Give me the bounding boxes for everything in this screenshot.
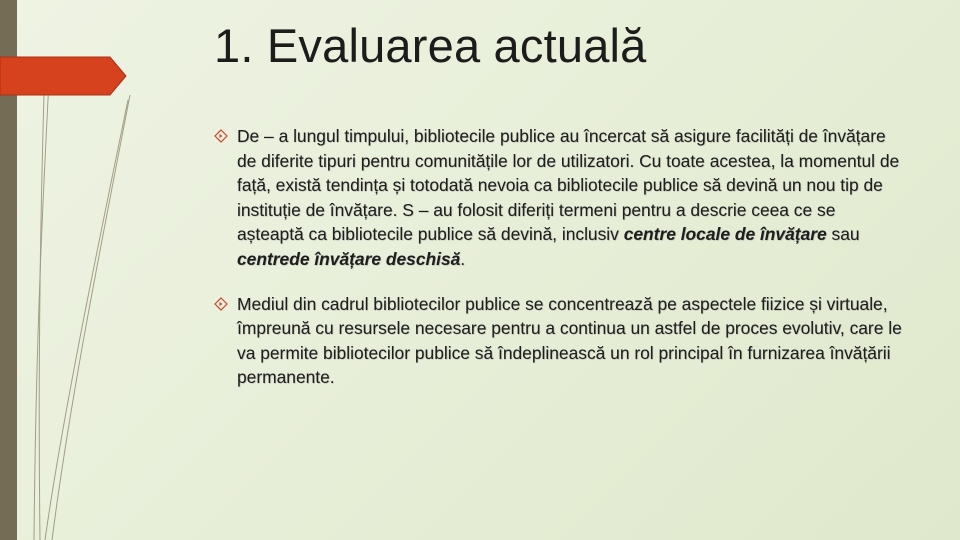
- bullet-1-emphasis-1: centre locale de învățare: [623, 224, 827, 245]
- slide-title: 1. Evaluarea actuală: [214, 19, 647, 72]
- bullet-1-part-3: .: [460, 248, 466, 269]
- bullet-text-2: Mediul din cadrul bibliotecilor publice se concentrează pe aspectele fiizice și virtuale, împreună cu resursele necesare pentru a continua un astfel de proces evolutiv, care le va permite bibliotecilor publice să îndeplinească un rol principal în furnizarea învățării permanente.: [237, 293, 902, 388]
- bullet-1-emphasis-2: centrede învățare deschisă: [237, 248, 461, 269]
- bullet-item-2: [214, 292, 904, 390]
- bullet-list: [214, 124, 904, 410]
- diamond-bullet-icon: [214, 297, 228, 311]
- bullet-1-part-2: sau: [826, 224, 860, 245]
- bullet-item-1: [214, 124, 904, 272]
- diamond-bullet-icon: [214, 129, 228, 143]
- decorative-lines: [0, 0, 200, 540]
- bullet-text-1: [237, 124, 904, 272]
- arrow-accent-icon: [0, 57, 126, 95]
- bullet-1-part-1: De – a lungul timpului, bibliotecile publice au încercat să asigure facilități de învățare de diferite tipuri pentru comunitățile lor de utilizatori. Cu toate acestea, la momentul de față, există tendința și totodată nevoia ca bibliotecile publice să devină un nou tip de instituție de învățare. S – au folosit diferiți termeni pentru a descrie ceea ce se așteaptă ca bibliotecile publice să devină, inclusiv: [237, 126, 900, 245]
